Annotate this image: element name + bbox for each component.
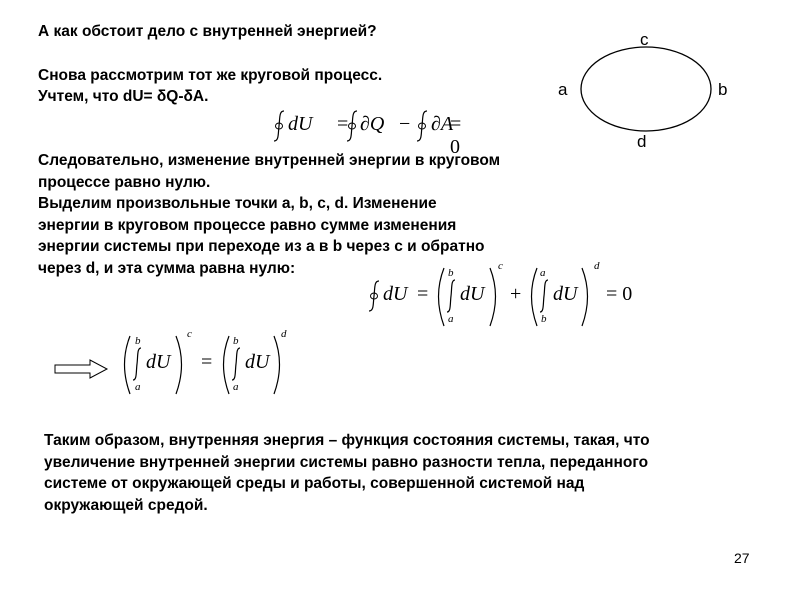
left-paren <box>439 268 445 326</box>
left-paren <box>125 336 131 394</box>
diagram-label-a: a <box>558 80 568 99</box>
eq2-first-lower: a <box>448 313 454 325</box>
eq2-plus: + <box>510 283 522 305</box>
eq3-first-upper: b <box>135 335 141 347</box>
right-paren <box>490 268 496 326</box>
intro-line-2: Учтем, что dU= δQ-δA. <box>38 88 209 105</box>
diagram-label-c: c <box>640 30 649 49</box>
eq1-minus: − <box>399 113 411 135</box>
eq3-equals: = <box>201 351 213 373</box>
eq3-second-via: d <box>281 328 287 340</box>
left-paren <box>532 268 538 326</box>
integral-sign <box>447 280 455 312</box>
diagram-label-d: d <box>637 132 647 151</box>
eq2-first-integrand: dU <box>460 283 485 305</box>
equation-3 <box>118 328 298 400</box>
implication-arrow-icon <box>54 358 110 380</box>
eq2-second-lower: b <box>541 313 547 325</box>
intro-line-1: Снова рассмотрим тот же круговой процесс. <box>38 67 383 84</box>
integral-sign <box>232 348 240 380</box>
eq2-first-upper: b <box>448 267 454 279</box>
eq2-rhs: = 0 <box>606 283 633 305</box>
eq3-second-upper: b <box>233 335 239 347</box>
eq1-term2: ∂A <box>431 113 454 135</box>
eq1-rhs: = 0 <box>450 113 462 158</box>
eq2-equals: = <box>417 283 429 305</box>
eq2-second-via: d <box>594 260 600 272</box>
heading: А как обстоит дело с внутренней энергией? <box>38 23 377 40</box>
cycle-ellipse <box>581 47 711 131</box>
eq3-first-lower: a <box>135 381 141 393</box>
integral-sign <box>133 348 141 380</box>
integral-sign <box>540 280 548 312</box>
eq3-first-integrand: dU <box>146 351 171 373</box>
diagram-label-b: b <box>718 80 728 99</box>
eq2-second-upper: a <box>540 267 546 279</box>
eq1-term1: ∂Q <box>360 113 385 135</box>
left-paren <box>224 336 230 394</box>
eq2-second-integrand: dU <box>553 283 578 305</box>
equation-1 <box>270 108 470 158</box>
right-paren <box>176 336 182 394</box>
conclusion: Таким образом, внутренняя энергия – функция состояния системы, такая, что увеличение внутренней энергии системы равно разности тепла, переданного системе от окружающей среды и работы, совершенной системой над окружающей средой. <box>44 432 650 514</box>
eq1-lhs: dU <box>288 113 313 135</box>
eq1-equals: = <box>337 113 349 135</box>
eq3-second-integrand: dU <box>245 351 270 373</box>
right-paren <box>274 336 280 394</box>
right-paren <box>582 268 588 326</box>
eq3-first-via: c <box>187 328 192 340</box>
equation-2 <box>365 260 655 332</box>
eq3-second-lower: a <box>233 381 239 393</box>
page-number: 27 <box>734 550 750 566</box>
eq2-lhs: dU <box>383 283 408 305</box>
eq2-first-via: c <box>498 260 503 272</box>
paragraph-2: Следовательно, изменение внутренней энергии в круговом процессе равно нулю. Выделим произвольные точки a, b, c, d. Изменение энергии в круговом процессе равно сумме изменения энергии системы при переходе из а в b через с и обратно через d, и эта сумма равна нулю: <box>38 152 501 277</box>
